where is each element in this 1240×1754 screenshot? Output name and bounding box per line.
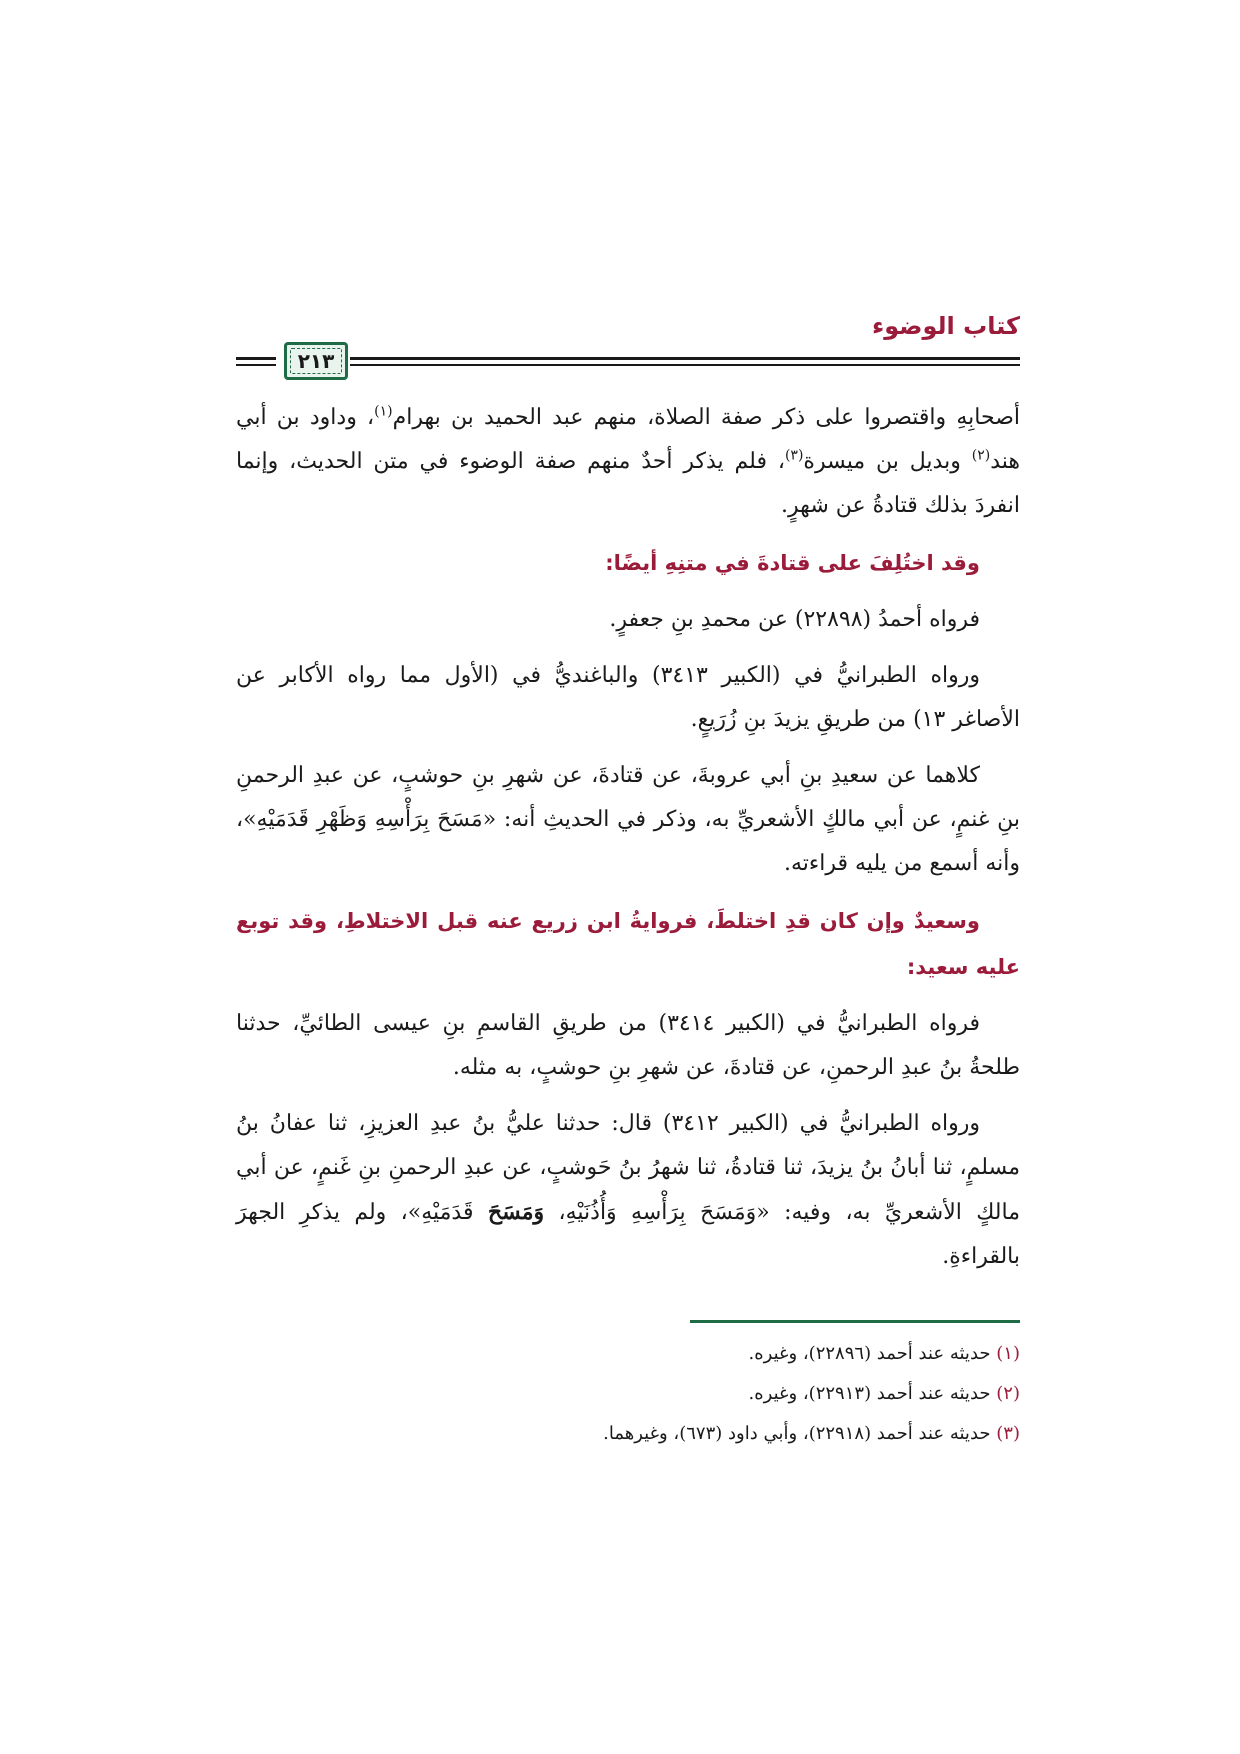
- footnote-number: (١): [996, 1343, 1020, 1364]
- paragraph-1: [236, 396, 1020, 528]
- header-rule-short-lower: [236, 364, 276, 366]
- book-page: [236, 300, 1020, 1640]
- main-text: [236, 396, 1020, 1279]
- footnotes: [236, 1334, 1020, 1454]
- footnote-text: حديثه عند أحمد (٢٢٩١٨)، وأبي داود (٦٧٣)، وغيرهما.: [603, 1423, 991, 1444]
- page-header: [236, 300, 1020, 386]
- page-number-badge: [284, 342, 348, 380]
- page-number: ٢١٣: [297, 349, 335, 373]
- paragraph-1-part-b: ، وداود بن أبي هند: [236, 405, 1020, 474]
- footnote-text: حديثه عند أحمد (٢٢٩١٣)، وغيره.: [748, 1383, 991, 1404]
- footnote-3: [236, 1414, 1020, 1454]
- paragraph-1-part-d: ، فلم يذكر أحدٌ منهم صفة الوضوء في متن الحديث، وإنما انفردَ بذلك قتادةُ عن شهرٍ.: [236, 449, 1020, 518]
- header-rule-upper: [350, 357, 1020, 360]
- footnote-ref-3[interactable]: (٣): [784, 447, 804, 464]
- running-title: كتاب الوضوء: [871, 312, 1020, 340]
- paragraph-6-part-b: قَدَمَيْهِ»، ولم يذكرِ الجهرَ بالقراءةِ.: [236, 1200, 1020, 1269]
- header-rule-short-upper: [236, 357, 276, 360]
- paragraph-6-part-a: ورواه الطبرانيُّ في (الكبير ٣٤١٢) قال: حدثنا عليُّ بنُ عبدِ العزيزِ، ثنا عفانُ بنُ مسلمٍ، ثنا أبانُ بنُ يزيدَ، ثنا قتادةُ، ثنا شهرُ بنُ حَوشبٍ، عن عبدِ الرحمنِ بنِ غَنمٍ، عن أبي مالكٍ الأشعريِّ به، وفيه: «وَمَسَحَ بِرَأْسِهِ وَأُذُنَيْهِ،: [236, 1111, 1020, 1225]
- footnote-2: [236, 1374, 1020, 1414]
- section-heading-2: وسعيدٌ وإن كان قدِ اختلطَ، فروايةُ ابن زريع عنه قبل الاختلاطِ، وقد توبع عليه سعيد:: [236, 909, 1020, 979]
- section-heading-1: وقد اختُلِفَ على قتادةَ في متنِهِ أيضًا:: [605, 551, 980, 575]
- paragraph-6-bold: وَمَسَحَ: [487, 1199, 545, 1225]
- paragraph-1-part-a: أصحابِهِ واقتصروا على ذكر صفة الصلاة، منهم عبد الحميد بن بهرام: [392, 405, 1020, 430]
- paragraph-6: [236, 1102, 1020, 1279]
- footnote-number: (٣): [996, 1423, 1020, 1444]
- paragraph-4: كلاهما عن سعيدِ بنِ أبي عروبةَ، عن قتادةَ، عن شهرِ بنِ حوشبٍ، عن عبدِ الرحمنِ بنِ غنمٍ، عن أبي مالكٍ الأشعريِّ به، وذكر في الحديثِ أنه: «مَسَحَ بِرَأْسِهِ وَظَهْرِ قَدَمَيْهِ»، وأنه أسمع من يليه قراءته.: [236, 763, 1020, 876]
- footnote-number: (٢): [996, 1383, 1020, 1404]
- paragraph-2: فرواه أحمدُ (٢٢٨٩٨) عن محمدِ بنِ جعفرٍ.: [609, 607, 980, 632]
- paragraph-1-part-c: وبديل بن ميسرة: [803, 449, 972, 474]
- footnote-ref-2[interactable]: (٢): [971, 447, 991, 464]
- footnote-1: [236, 1334, 1020, 1374]
- header-rule-lower: [350, 364, 1020, 366]
- paragraph-3: ورواه الطبرانيُّ في (الكبير ٣٤١٣) والباغنديُّ في (الأول مما رواه الأكابر عن الأصاغر ١٣) من طريقِ يزيدَ بنِ زُرَيعٍ.: [236, 663, 1020, 732]
- footnote-text: حديثه عند أحمد (٢٢٨٩٦)، وغيره.: [748, 1343, 991, 1364]
- footnote-ref-1[interactable]: (١): [374, 403, 393, 420]
- footnote-divider: [690, 1320, 1020, 1323]
- paragraph-5: فرواه الطبرانيُّ في (الكبير ٣٤١٤) من طريقِ القاسمِ بنِ عيسى الطائيِّ، حدثنا طلحةُ بنُ عبدِ الرحمنِ، عن قتادةَ، عن شهرِ بنِ حوشبٍ، به مثله.: [236, 1011, 1020, 1080]
